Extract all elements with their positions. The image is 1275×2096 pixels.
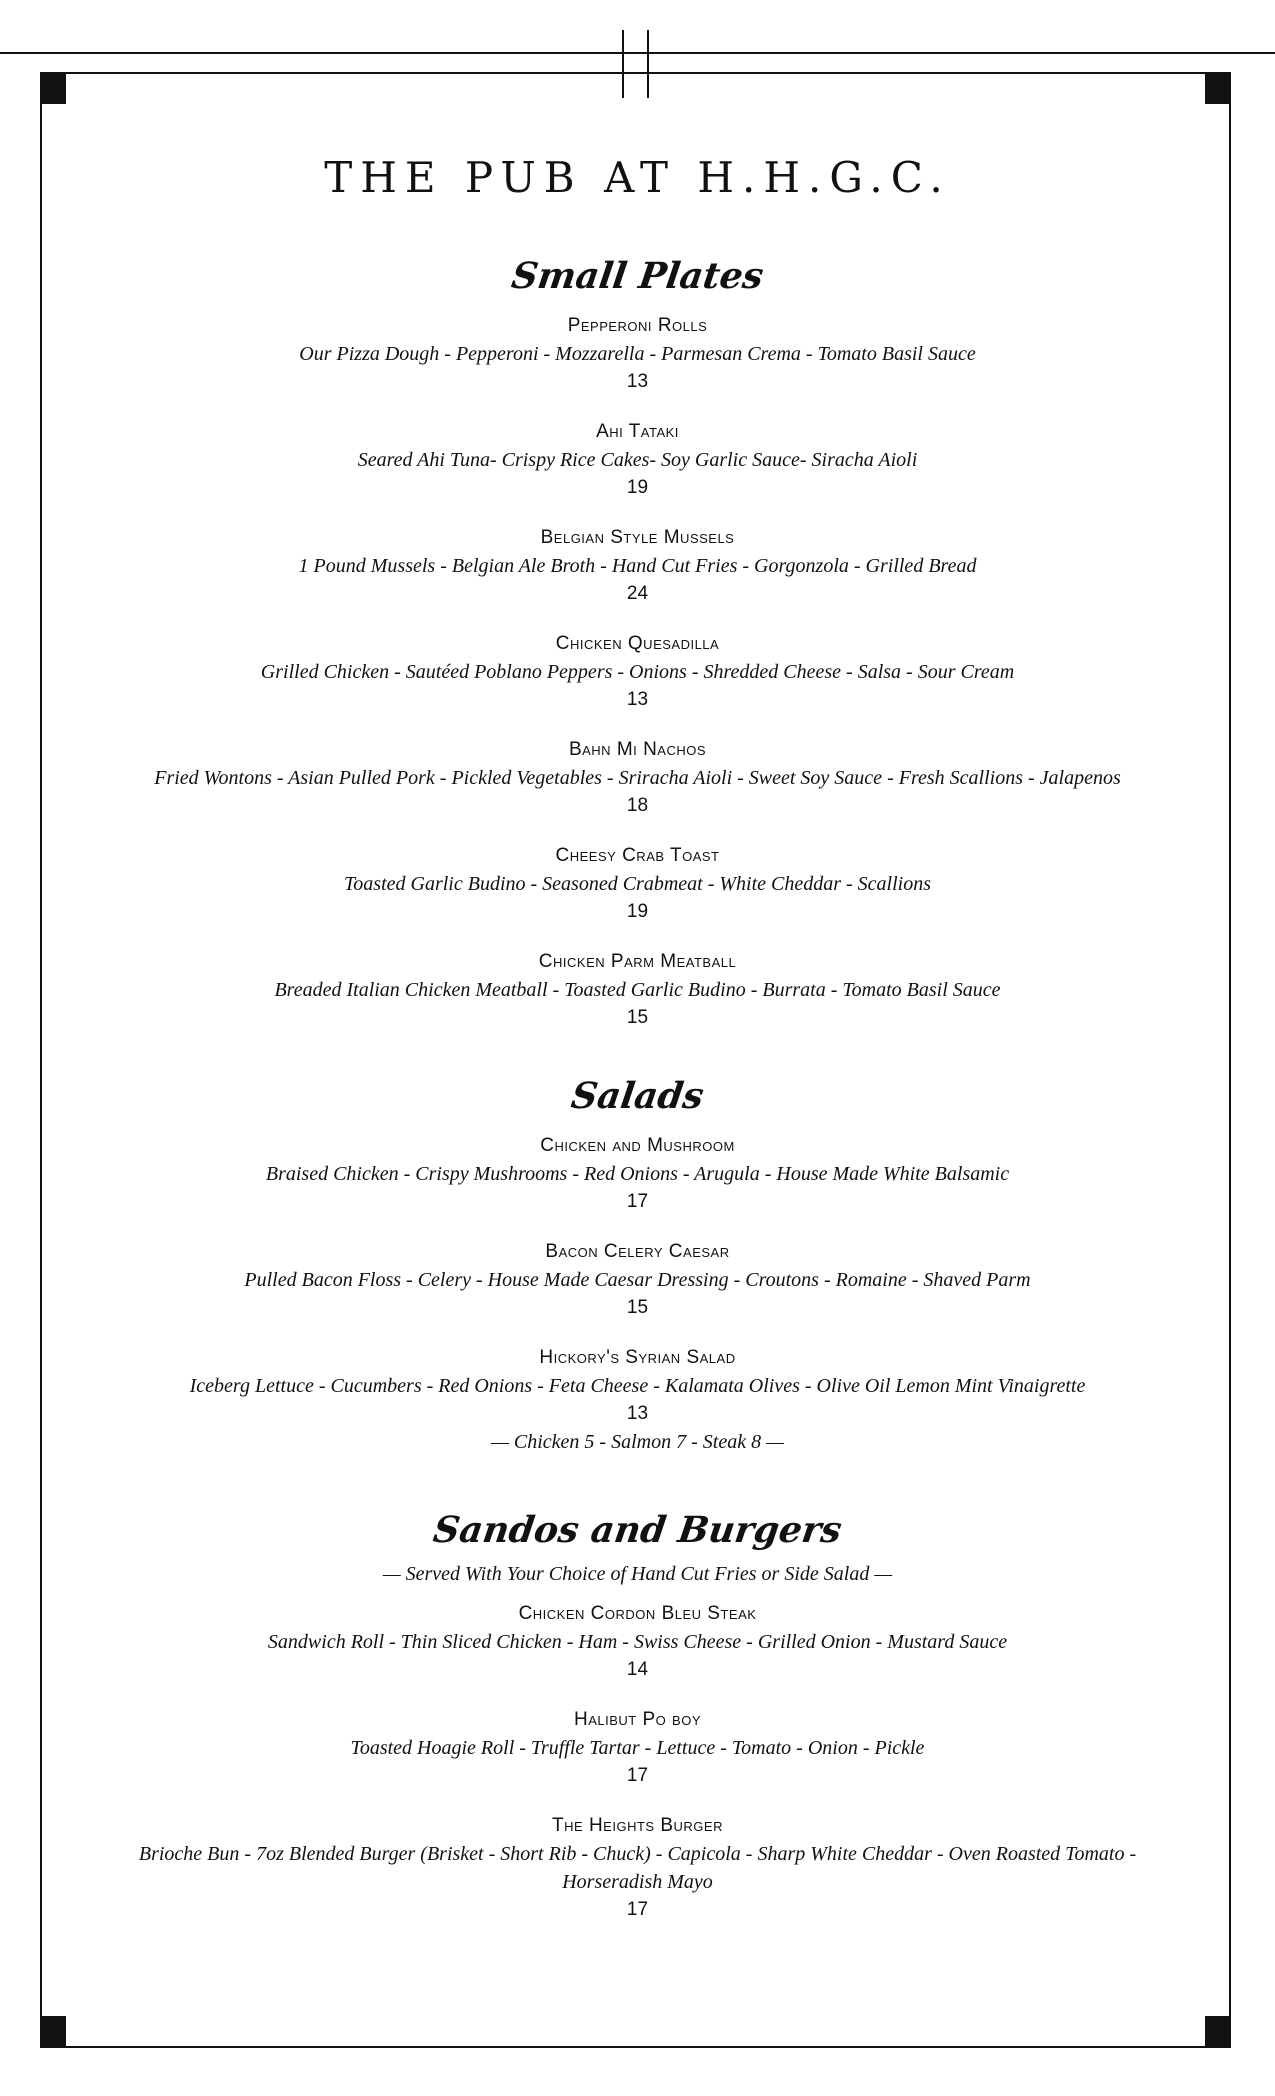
section-salads [120, 1074, 1155, 1456]
section-heading: Small Plates [508, 255, 767, 297]
menu-content [120, 140, 1155, 1946]
item-price: 13 [626, 689, 649, 710]
item-price: 24 [626, 583, 649, 604]
item-price: 13 [626, 371, 649, 392]
item-description: Iceberg Lettuce - Cucumbers - Red Onions - Feta Cheese - Kalamata Olives - Olive Oil Lemon Mint Vinaigrette [189, 1375, 1086, 1397]
menu-title: THE PUB AT H.H.G.C. [324, 153, 951, 202]
item-description: Braised Chicken - Crispy Mushrooms - Red Onions - Arugula - House Made White Balsamic [265, 1163, 1010, 1185]
corner-mark [40, 2016, 66, 2048]
item-name: Belgian Style Mussels [540, 527, 735, 548]
item-name: Ahi Tataki [596, 421, 679, 442]
menu-item [120, 842, 1155, 926]
item-price: 17 [626, 1765, 649, 1786]
menu-item [120, 948, 1155, 1032]
corner-mark [1205, 2016, 1231, 2048]
item-name: Bacon Celery Caesar [545, 1241, 730, 1262]
menu-item [120, 1238, 1155, 1322]
item-description: Grilled Chicken - Sautéed Poblano Peppers - Onions - Shredded Cheese - Salsa - Sour Cream [260, 661, 1015, 683]
item-name: Chicken and Mushroom [540, 1135, 735, 1156]
item-description: Our Pizza Dough - Pepperoni - Mozzarella - Parmesan Crema - Tomato Basil Sauce [299, 343, 976, 365]
item-name: The Heights Burger [552, 1815, 723, 1836]
section-sandos-burgers [120, 1508, 1155, 1924]
item-description: Fried Wontons - Asian Pulled Pork - Pickled Vegetables - Sriracha Aioli - Sweet Soy Sauce - Fresh Scallions - Jalapenos [154, 767, 1121, 789]
item-description: Brioche Bun - 7oz Blended Burger (Brisket - Short Rib - Chuck) - Capicola - Sharp White Cheddar - Oven Roasted Tomato - Horseradish Mayo [138, 1843, 1137, 1893]
menu-item [120, 524, 1155, 608]
item-price: 18 [626, 795, 649, 816]
item-price: 13 [626, 1403, 649, 1424]
item-name: Chicken Quesadilla [555, 633, 720, 654]
corner-mark [40, 72, 66, 104]
item-description: Toasted Garlic Budino - Seasoned Crabmeat - White Cheddar - Scallions [344, 873, 931, 895]
menu-item [120, 418, 1155, 502]
item-price: 17 [626, 1191, 649, 1212]
section-heading: Salads [568, 1075, 707, 1117]
item-price: 15 [626, 1007, 649, 1028]
add-protein-note: — Chicken 5 - Salmon 7 - Steak 8 — [491, 1431, 784, 1453]
menu-item [120, 312, 1155, 396]
menu-item [120, 1132, 1155, 1216]
item-price: 19 [626, 477, 649, 498]
item-name: Hickory's Syrian Salad [539, 1347, 736, 1368]
item-description: Breaded Italian Chicken Meatball - Toasted Garlic Budino - Burrata - Tomato Basil Sauce [274, 979, 1001, 1001]
item-price: 15 [626, 1297, 649, 1318]
top-rule [0, 52, 1275, 54]
item-name: Cheesy Crab Toast [555, 845, 720, 866]
item-name: Chicken Parm Meatball [538, 951, 737, 972]
item-price: 19 [626, 901, 649, 922]
item-description: Toasted Hoagie Roll - Truffle Tartar - Lettuce - Tomato - Onion - Pickle [350, 1737, 925, 1759]
corner-mark [1205, 72, 1231, 104]
menu-item [120, 1812, 1155, 1924]
menu-item [120, 1344, 1155, 1428]
item-description: Sandwich Roll - Thin Sliced Chicken - Ham - Swiss Cheese - Grilled Onion - Mustard Sauce [267, 1631, 1008, 1653]
menu-item [120, 630, 1155, 714]
item-name: Bahn Mi Nachos [568, 739, 707, 760]
item-price: 14 [626, 1659, 649, 1680]
menu-item [120, 1600, 1155, 1684]
section-heading: Sandos and Burgers [430, 1509, 845, 1551]
item-price: 17 [626, 1899, 649, 1920]
item-description: 1 Pound Mussels - Belgian Ale Broth - Hand Cut Fries - Gorgonzola - Grilled Bread [298, 555, 977, 577]
item-description: Seared Ahi Tuna- Crispy Rice Cakes- Soy Garlic Sauce- Siracha Aioli [357, 449, 918, 471]
item-description: Pulled Bacon Floss - Celery - House Made Caesar Dressing - Croutons - Romaine - Shaved Parm [244, 1269, 1031, 1291]
item-name: Pepperoni Rolls [567, 315, 708, 336]
menu-item [120, 1706, 1155, 1790]
item-name: Halibut Po boy [573, 1709, 702, 1730]
item-name: Chicken Cordon Bleu Steak [518, 1603, 757, 1624]
section-small-plates [120, 254, 1155, 1032]
menu-item [120, 736, 1155, 820]
sides-note: — Served With Your Choice of Hand Cut Fries or Side Salad — [382, 1563, 893, 1585]
